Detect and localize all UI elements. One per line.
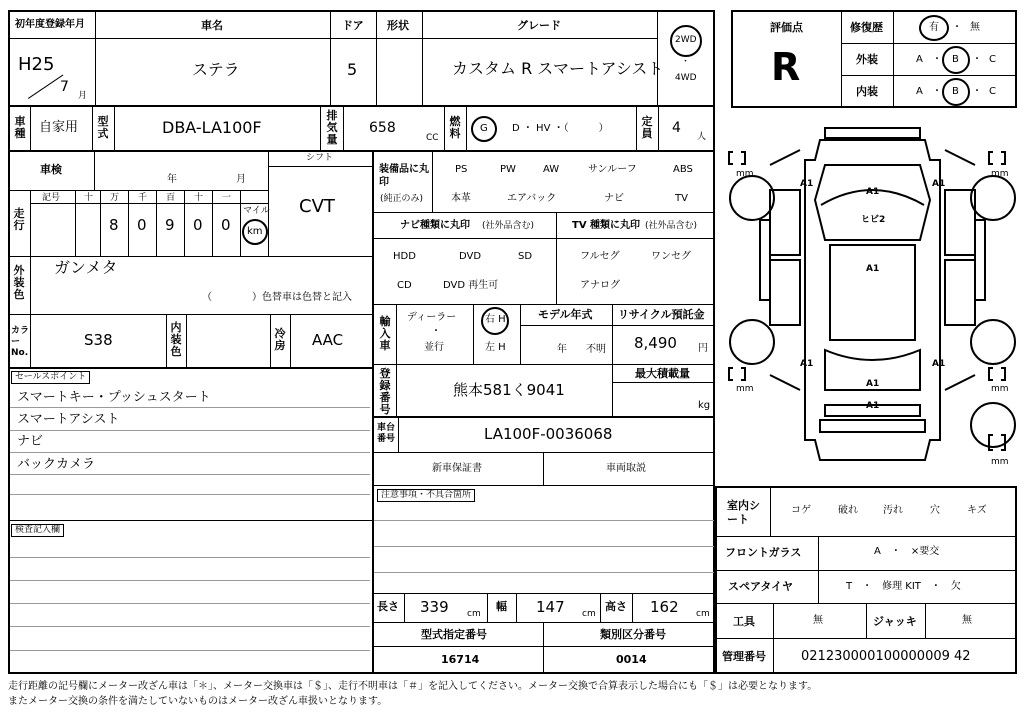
recycle-label: リサイクル預託金 [618, 308, 705, 321]
mgmt-no: 021230000100000009 42 [801, 649, 971, 664]
repair-yes: 有 [929, 22, 939, 33]
navi-hdd: HDD [393, 251, 416, 262]
displacement-label: 排気量 [326, 109, 338, 146]
length-value: 339 [420, 598, 449, 616]
jack-label: ジャッキ [873, 615, 917, 628]
import-left: 左 H [485, 342, 506, 353]
width-unit: cm [582, 609, 596, 619]
tools-value: 無 [813, 615, 823, 626]
digit-label-2: 千 [138, 193, 148, 203]
type-no-label: 型式指定番号 [421, 628, 487, 641]
exterior-c: C [989, 54, 996, 65]
import-parallel: 並行 [424, 342, 444, 353]
height-label: 高さ [605, 600, 627, 613]
shaken-year: 年 [167, 174, 177, 185]
damage-mark-2: A1 [866, 187, 880, 197]
color-value: ガンメタ [54, 258, 118, 277]
width-value: 147 [536, 598, 565, 616]
repair-label: 修復歴 [850, 21, 883, 34]
damage-mark-3: A1 [932, 179, 946, 189]
damage-mark-4: A1 [866, 264, 880, 274]
height-value: 162 [650, 598, 679, 616]
color-change-note: （ ）色替車は色替と記入 [202, 292, 352, 303]
first-reg-label: 初年度登録年月 [15, 19, 85, 30]
import-label: 輸入車 [379, 315, 391, 352]
ac-label: 冷房 [274, 327, 286, 352]
usage-value: 自家用 [39, 120, 79, 135]
damage-mark-8: A1 [866, 401, 880, 411]
chassis-no: LA100F-0036068 [484, 425, 613, 443]
tv-sub: (社外品含む) [645, 221, 698, 231]
recycle-yen: 円 [698, 343, 708, 354]
inspect-label: 検査記入欄 [11, 524, 64, 537]
mm-label-5: mm [991, 457, 1009, 467]
digit-label-3: 百 [166, 193, 176, 203]
navi-dvd: DVD [459, 251, 482, 262]
capacity-value: 4 [672, 120, 681, 136]
digit-label-0: 十 [84, 193, 94, 203]
mile-label: マイル [243, 206, 270, 216]
doors-label: ドア [342, 19, 364, 32]
digit-2: 0 [137, 216, 147, 234]
tv-title: TV 種類に丸印 [572, 220, 641, 231]
interior-a: A [916, 86, 923, 97]
digit-4: 0 [193, 216, 203, 234]
import-dot: ・ [431, 326, 441, 337]
fuel-other: D ・ HV ・（ ） [512, 123, 609, 134]
digit-5: 0 [221, 216, 231, 234]
tv-analog: アナログ [580, 280, 620, 291]
shift-label: シフト [306, 153, 334, 163]
damage-mark-5: A1 [800, 359, 814, 369]
warranty-label: 新車保証書 [432, 463, 482, 474]
damage-mark-1: A1 [800, 179, 814, 189]
digit-3: 9 [165, 216, 175, 234]
sales-point-4: バックカメラ [17, 457, 96, 472]
reg-no: 熊本581く9041 [453, 381, 565, 399]
exterior-a: A [916, 54, 923, 65]
ac-value: AAC [312, 331, 344, 349]
equip-navi: ナビ [604, 193, 624, 204]
digit-label-4: 十 [194, 193, 204, 203]
sales-label: セールスポイント [11, 371, 90, 384]
type-no-value: 16714 [441, 653, 480, 666]
digit-label-1: 万 [110, 193, 120, 203]
damage-mark-crack: ヒビ2 [861, 215, 886, 225]
chassis-label: 車台番号 [377, 423, 396, 444]
shape-label: 形状 [387, 19, 409, 32]
jack-value: 無 [962, 615, 972, 626]
notes-label: 注意事項・不具合箇所 [377, 489, 475, 502]
length-unit: cm [467, 609, 481, 619]
score-label: 評価点 [770, 21, 803, 34]
navi-sd: SD [518, 251, 533, 262]
interior-dot-2: ・ [972, 86, 982, 97]
month-suffix: 月 [78, 91, 88, 101]
exterior-b: B [952, 54, 959, 65]
damage-mark-7: A1 [866, 379, 880, 389]
shaken-label: 車検 [40, 163, 62, 176]
sales-point-1: スマートキー・プッシュスタート [17, 390, 211, 405]
displacement-value: 658 [369, 120, 396, 136]
mileage-label: 走行 [13, 207, 25, 232]
equip-pw: PW [500, 164, 516, 175]
digit-1: 8 [109, 216, 119, 234]
exterior-label: 外装 [856, 53, 878, 66]
model-year-unknown: 不明 [586, 344, 606, 355]
equip-leather: 本革 [451, 193, 471, 204]
equip-aw: AW [543, 164, 560, 175]
model-value: DBA-LA100F [162, 118, 262, 137]
mm-label-4: mm [991, 384, 1009, 394]
equip-sunroof: サンルーフ [588, 164, 637, 175]
car-damage-diagram [725, 120, 1020, 480]
seat-tear: 破れ [838, 505, 858, 516]
max-load-kg: kg [698, 400, 711, 411]
fuel-label: 燃料 [449, 115, 461, 140]
model-label: 型式 [97, 115, 109, 140]
mm-label-3: mm [736, 384, 754, 394]
mgmt-label: 管理番号 [722, 650, 766, 663]
score-value: R [771, 45, 801, 89]
tv-fullseg: フルセグ [580, 251, 620, 262]
first-reg-year: H25 [18, 54, 55, 75]
shift-value: CVT [299, 196, 335, 217]
exterior-dot-2: ・ [972, 54, 982, 65]
interior-c: C [989, 86, 996, 97]
drive-2wd: 2WD [675, 35, 697, 45]
navi-dvd-play: DVD 再生可 [443, 280, 499, 291]
drive-4wd: 4WD [675, 73, 697, 83]
mm-label-2: mm [991, 169, 1009, 179]
seat-stain: 汚れ [883, 505, 903, 516]
repair-dot: ・ [952, 22, 962, 33]
spare-label: スペアタイヤ [728, 580, 794, 593]
import-dealer: ディーラー [407, 312, 457, 323]
interior-label: 内装 [856, 85, 878, 98]
seat-hole: 穴 [930, 505, 940, 516]
grade-value: カスタム R スマートアシスト [452, 59, 664, 78]
tv-oneseg: ワンセグ [651, 251, 691, 262]
first-reg-month: 7 [60, 79, 69, 95]
shaken-month: 月 [236, 174, 246, 185]
recycle-value: 8,490 [634, 334, 677, 352]
class-no-label: 類別区分番号 [600, 628, 666, 641]
footer-line-2: またメーター交換の条件を満たしていないものはメーター改ざん車扱いとなります。 [8, 696, 388, 707]
equip-airbag: エアバック [507, 193, 557, 204]
height-unit: cm [696, 609, 710, 619]
footer-line-1: 走行距離の記号欄にメーター改ざん車は「＊」、メーター交換車は「＄」、走行不明車は「＃」を記入してください。メーター交換で合算表示した場合にも「＄」は必要となります。 [8, 681, 818, 692]
model-year-suffix: 年 [557, 344, 567, 355]
damage-mark-6: A1 [932, 359, 946, 369]
class-no-value: 0014 [616, 653, 647, 666]
car-name-label: 車名 [201, 19, 223, 32]
navi-title: ナビ種類に丸印 [400, 220, 470, 231]
car-name: ステラ [192, 60, 240, 79]
interior-dot-1: ・ [932, 86, 942, 97]
manual-label: 車両取説 [606, 463, 646, 474]
doors-value: 5 [347, 60, 358, 79]
seat-scratch: キズ [967, 505, 987, 516]
width-label: 幅 [496, 600, 507, 613]
navi-cd: CD [397, 280, 412, 291]
fuel-g: G [480, 123, 488, 134]
model-year-label: モデル年式 [538, 308, 593, 321]
equipment-sub: (純正のみ) [380, 194, 424, 204]
grade-label: グレード [517, 19, 561, 32]
cc-unit: CC [426, 133, 439, 143]
import-right: 右 H [485, 314, 506, 325]
capacity-label: 定員 [641, 115, 653, 140]
km-label: km [247, 226, 263, 237]
equipment-label: 装備品に丸印 [379, 164, 429, 188]
interior-color-label: 内装色 [170, 321, 182, 358]
length-label: 長さ [377, 600, 399, 613]
color-no-label: カラーNo. [11, 326, 30, 358]
seat-burn: コゲ [791, 505, 811, 516]
drive-dot: ・ [681, 57, 691, 67]
mm-label-1: mm [736, 169, 754, 179]
equip-abs: ABS [673, 164, 693, 175]
glass-options: A ・ ×要交 [874, 546, 940, 557]
equip-ps: PS [455, 164, 468, 175]
navi-sub: (社外品含む) [482, 221, 535, 231]
usage-label: 車種 [14, 115, 26, 140]
equip-tv: TV [675, 193, 688, 204]
reg-label: 登録番号 [379, 367, 391, 416]
max-load-label: 最大積載量 [635, 367, 690, 380]
capacity-unit: 人 [697, 132, 707, 142]
tools-label: 工具 [733, 615, 755, 628]
color-no-value: S38 [84, 331, 113, 349]
glass-label: フロントガラス [725, 546, 802, 559]
repair-no: 無 [970, 22, 980, 33]
color-label: 外装色 [13, 264, 25, 301]
spare-options: T ・ 修理 KIT ・ 欠 [846, 581, 961, 592]
interior-b: B [952, 86, 959, 97]
seat-label: 室内シート [727, 499, 760, 526]
digit-label-5: 一 [222, 193, 232, 203]
exterior-dot-1: ・ [932, 54, 942, 65]
sales-point-2: スマートアシスト [17, 412, 120, 427]
sales-point-3: ナビ [17, 434, 44, 449]
symbol-label: 記号 [42, 193, 61, 203]
